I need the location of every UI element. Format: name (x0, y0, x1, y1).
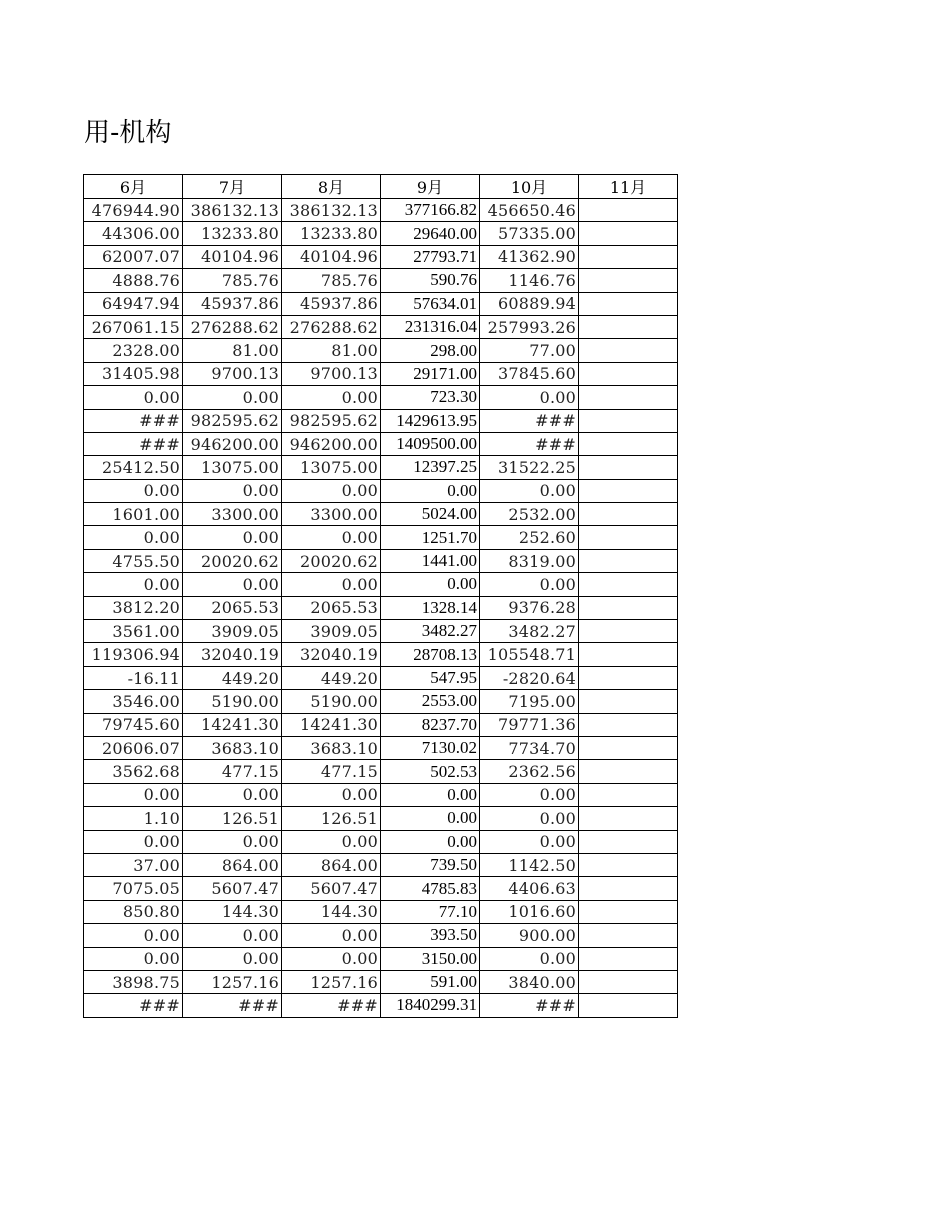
table-cell[interactable]: 0.00 (480, 830, 579, 853)
table-row (84, 549, 678, 572)
table-cell[interactable]: 0.00 (84, 830, 183, 853)
table-cell[interactable]: 62007.07 (84, 245, 183, 268)
table-cell[interactable]: 0.00 (480, 807, 579, 830)
table-cell[interactable]: 0.00 (480, 783, 579, 806)
table-cell[interactable]: 3562.68 (84, 760, 183, 783)
table-cell[interactable]: 9376.28 (480, 596, 579, 619)
table-row (84, 409, 678, 432)
table-cell[interactable] (579, 245, 678, 268)
table-row (84, 620, 678, 643)
table-cell[interactable]: 0.00 (480, 386, 579, 409)
table-cell[interactable] (579, 620, 678, 643)
table-cell[interactable]: 20606.07 (84, 736, 183, 759)
table-cell[interactable] (579, 690, 678, 713)
table-row (84, 526, 678, 549)
table-row (84, 292, 678, 315)
table-cell[interactable]: 946200.00 (282, 432, 381, 455)
table-cell[interactable]: 1146.76 (480, 269, 579, 292)
table-cell[interactable]: 0.00 (84, 947, 183, 970)
table-cell[interactable]: 0.00 (282, 947, 381, 970)
table-cell[interactable]: 57335.00 (480, 222, 579, 245)
table-cell[interactable]: 13233.80 (183, 222, 282, 245)
table-cell[interactable]: 5607.47 (282, 877, 381, 900)
table-cell[interactable]: 28708.13 (381, 643, 480, 666)
table-cell[interactable]: 79745.60 (84, 713, 183, 736)
table-cell[interactable]: 3909.05 (183, 620, 282, 643)
table-cell[interactable] (579, 830, 678, 853)
table-cell[interactable]: 0.00 (282, 479, 381, 502)
table-cell[interactable]: 785.76 (282, 269, 381, 292)
table-cell[interactable]: 231316.04 (381, 315, 480, 338)
table-row (84, 199, 678, 222)
table-cell[interactable]: 4755.50 (84, 549, 183, 572)
table-cell[interactable]: 850.80 (84, 900, 183, 923)
table-cell[interactable] (579, 643, 678, 666)
table-cell[interactable] (579, 503, 678, 526)
table-cell[interactable]: 77.10 (381, 900, 480, 923)
table-cell[interactable]: 0.00 (84, 526, 183, 549)
table-row (84, 713, 678, 736)
table-cell[interactable] (579, 947, 678, 970)
table-cell[interactable]: 41362.90 (480, 245, 579, 268)
column-header[interactable]: 6月 (84, 175, 183, 199)
table-cell[interactable] (579, 807, 678, 830)
table-cell[interactable] (579, 666, 678, 689)
table-cell[interactable]: 3300.00 (282, 503, 381, 526)
table-cell[interactable]: 3150.00 (381, 947, 480, 970)
table-cell[interactable]: ### (480, 994, 579, 1017)
table-cell[interactable]: 0.00 (183, 479, 282, 502)
table-cell[interactable]: 32040.19 (183, 643, 282, 666)
table-cell[interactable]: 591.00 (381, 970, 480, 993)
table-row (84, 690, 678, 713)
table-cell[interactable]: 946200.00 (183, 432, 282, 455)
table-cell[interactable]: 79771.36 (480, 713, 579, 736)
table-cell[interactable]: 276288.62 (183, 315, 282, 338)
table-cell[interactable]: 0.00 (282, 386, 381, 409)
table-cell[interactable]: 12397.25 (381, 456, 480, 479)
table-cell[interactable]: 3561.00 (84, 620, 183, 643)
table-cell[interactable]: 2532.00 (480, 503, 579, 526)
table-cell[interactable]: ### (84, 994, 183, 1017)
table-cell[interactable]: 547.95 (381, 666, 480, 689)
table-cell[interactable]: 64947.94 (84, 292, 183, 315)
table-cell[interactable]: 0.00 (84, 924, 183, 947)
table-cell[interactable] (579, 853, 678, 876)
table-cell[interactable]: 45937.86 (282, 292, 381, 315)
table-cell[interactable]: ### (183, 994, 282, 1017)
data-table (83, 174, 678, 1018)
table-cell[interactable]: 1142.50 (480, 853, 579, 876)
table-cell[interactable]: 29640.00 (381, 222, 480, 245)
table-cell[interactable]: 864.00 (183, 853, 282, 876)
table-cell[interactable]: 0.00 (84, 573, 183, 596)
table-cell[interactable]: 0.00 (381, 807, 480, 830)
table-cell[interactable]: 3482.27 (480, 620, 579, 643)
table-cell[interactable] (579, 432, 678, 455)
table-cell[interactable]: 3898.75 (84, 970, 183, 993)
table-cell[interactable] (579, 900, 678, 923)
table-cell[interactable]: ### (84, 409, 183, 432)
table-cell[interactable]: 7075.05 (84, 877, 183, 900)
table-row (84, 573, 678, 596)
table-cell[interactable] (579, 292, 678, 315)
table-cell[interactable]: 739.50 (381, 853, 480, 876)
table-cell[interactable]: 1840299.31 (381, 994, 480, 1017)
table-cell[interactable]: 252.60 (480, 526, 579, 549)
table-row (84, 830, 678, 853)
table-cell[interactable]: 8319.00 (480, 549, 579, 572)
table-cell[interactable]: 3812.20 (84, 596, 183, 619)
table-cell[interactable] (579, 596, 678, 619)
table-cell[interactable]: 0.00 (183, 573, 282, 596)
table-cell[interactable]: 900.00 (480, 924, 579, 947)
table-cell[interactable]: 0.00 (282, 924, 381, 947)
table-cell[interactable]: 3909.05 (282, 620, 381, 643)
table-cell[interactable]: 37845.60 (480, 362, 579, 385)
table-row (84, 924, 678, 947)
table-cell[interactable]: 60889.94 (480, 292, 579, 315)
table-cell[interactable]: 0.00 (480, 479, 579, 502)
table-cell[interactable]: 27793.71 (381, 245, 480, 268)
table-cell[interactable]: 44306.00 (84, 222, 183, 245)
table-cell[interactable]: 0.00 (183, 830, 282, 853)
table-cell[interactable]: 126.51 (282, 807, 381, 830)
table-cell[interactable] (579, 199, 678, 222)
table-cell[interactable]: 0.00 (282, 573, 381, 596)
table-cell[interactable]: 77.00 (480, 339, 579, 362)
table-row (84, 479, 678, 502)
table-row (84, 269, 678, 292)
table-cell[interactable]: 20020.62 (183, 549, 282, 572)
table-cell[interactable]: 449.20 (183, 666, 282, 689)
table-cell[interactable]: 982595.62 (282, 409, 381, 432)
table-row (84, 900, 678, 923)
column-header[interactable]: 8月 (282, 175, 381, 199)
table-cell[interactable]: ### (84, 432, 183, 455)
table-body (84, 199, 678, 1018)
table-row (84, 315, 678, 338)
table-cell[interactable]: 14241.30 (183, 713, 282, 736)
table-cell[interactable]: 0.00 (381, 479, 480, 502)
table-cell[interactable]: 864.00 (282, 853, 381, 876)
table-cell[interactable]: -16.11 (84, 666, 183, 689)
table-cell[interactable]: 276288.62 (282, 315, 381, 338)
table-cell[interactable]: 144.30 (183, 900, 282, 923)
table-cell[interactable] (579, 549, 678, 572)
table-cell[interactable]: 0.00 (480, 573, 579, 596)
table-row (84, 432, 678, 455)
table-cell[interactable]: 3300.00 (183, 503, 282, 526)
table-cell[interactable]: 1441.00 (381, 549, 480, 572)
column-header[interactable]: 7月 (183, 175, 282, 199)
table-cell[interactable]: 20020.62 (282, 549, 381, 572)
table-cell[interactable]: 377166.82 (381, 199, 480, 222)
table-cell[interactable]: 144.30 (282, 900, 381, 923)
table-cell[interactable]: 4406.63 (480, 877, 579, 900)
table-cell[interactable]: 0.00 (282, 526, 381, 549)
table-cell[interactable] (579, 994, 678, 1017)
table-row (84, 362, 678, 385)
table-cell[interactable]: 386132.13 (282, 199, 381, 222)
table-cell[interactable]: 7130.02 (381, 736, 480, 759)
table-cell[interactable]: 1328.14 (381, 596, 480, 619)
table-cell[interactable]: 13075.00 (282, 456, 381, 479)
table-cell[interactable]: 0.00 (84, 479, 183, 502)
table-cell[interactable]: 502.53 (381, 760, 480, 783)
table-cell[interactable]: 267061.15 (84, 315, 183, 338)
table-cell[interactable] (579, 877, 678, 900)
table-cell[interactable]: 37.00 (84, 853, 183, 876)
table-cell[interactable]: ### (480, 432, 579, 455)
table-cell[interactable]: 2065.53 (282, 596, 381, 619)
table-cell[interactable]: ### (282, 994, 381, 1017)
table-cell[interactable]: 5607.47 (183, 877, 282, 900)
table-row (84, 970, 678, 993)
table-cell[interactable]: 119306.94 (84, 643, 183, 666)
table-cell[interactable]: 1257.16 (183, 970, 282, 993)
table-cell[interactable]: 393.50 (381, 924, 480, 947)
table-cell[interactable]: 0.00 (381, 830, 480, 853)
column-header[interactable]: 10月 (480, 175, 579, 199)
table-cell[interactable]: 7734.70 (480, 736, 579, 759)
table-cell[interactable]: 476944.90 (84, 199, 183, 222)
table-cell[interactable]: 590.76 (381, 269, 480, 292)
table-cell[interactable]: 386132.13 (183, 199, 282, 222)
table-cell[interactable]: 31405.98 (84, 362, 183, 385)
table-cell[interactable]: 4888.76 (84, 269, 183, 292)
table-cell[interactable]: 2328.00 (84, 339, 183, 362)
table-cell[interactable]: ### (480, 409, 579, 432)
table-cell[interactable] (579, 479, 678, 502)
table-cell[interactable]: 3683.10 (183, 736, 282, 759)
table-cell[interactable]: 13075.00 (183, 456, 282, 479)
table-cell[interactable]: 449.20 (282, 666, 381, 689)
table-row (84, 222, 678, 245)
table-cell[interactable] (579, 409, 678, 432)
table-cell[interactable]: 8237.70 (381, 713, 480, 736)
table-cell[interactable]: 25412.50 (84, 456, 183, 479)
table-cell[interactable]: 0.00 (183, 924, 282, 947)
table-cell[interactable]: 0.00 (381, 783, 480, 806)
table-cell[interactable]: 723.30 (381, 386, 480, 409)
table-row (84, 386, 678, 409)
table-cell[interactable]: 81.00 (183, 339, 282, 362)
table-cell[interactable]: 0.00 (282, 783, 381, 806)
table-cell[interactable]: 0.00 (84, 783, 183, 806)
table-cell[interactable]: 126.51 (183, 807, 282, 830)
table-cell[interactable] (579, 456, 678, 479)
table-cell[interactable]: 45937.86 (183, 292, 282, 315)
table-cell[interactable] (579, 269, 678, 292)
table-cell[interactable]: 298.00 (381, 339, 480, 362)
table-cell[interactable]: 0.00 (183, 386, 282, 409)
table-cell[interactable]: 5190.00 (183, 690, 282, 713)
table-row (84, 666, 678, 689)
table-cell[interactable]: 3546.00 (84, 690, 183, 713)
table-cell[interactable]: 13233.80 (282, 222, 381, 245)
table-cell[interactable]: 1251.70 (381, 526, 480, 549)
table-row (84, 807, 678, 830)
table-cell[interactable]: 477.15 (183, 760, 282, 783)
table-cell[interactable] (579, 736, 678, 759)
table-cell[interactable]: -2820.64 (480, 666, 579, 689)
table-cell[interactable]: 1409500.00 (381, 432, 480, 455)
column-header[interactable]: 9月 (381, 175, 480, 199)
table-cell[interactable]: 4785.83 (381, 877, 480, 900)
table-cell[interactable]: 0.00 (381, 573, 480, 596)
table-cell[interactable]: 31522.25 (480, 456, 579, 479)
table-cell[interactable] (579, 386, 678, 409)
table-cell[interactable] (579, 783, 678, 806)
table-cell[interactable]: 7195.00 (480, 690, 579, 713)
table-cell[interactable]: 0.00 (84, 386, 183, 409)
table-cell[interactable]: 0.00 (183, 526, 282, 549)
table-row (84, 994, 678, 1017)
table-cell[interactable]: 785.76 (183, 269, 282, 292)
table-cell[interactable] (579, 315, 678, 338)
table-cell[interactable]: 2362.56 (480, 760, 579, 783)
table-cell[interactable]: 1.10 (84, 807, 183, 830)
table-cell[interactable] (579, 573, 678, 596)
table-cell[interactable] (579, 339, 678, 362)
table-row (84, 877, 678, 900)
table-cell[interactable]: 982595.62 (183, 409, 282, 432)
table-cell[interactable]: 2553.00 (381, 690, 480, 713)
table-cell[interactable]: 29171.00 (381, 362, 480, 385)
table-cell[interactable]: 0.00 (183, 783, 282, 806)
table-cell[interactable]: 5024.00 (381, 503, 480, 526)
table-cell[interactable]: 456650.46 (480, 199, 579, 222)
table-row (84, 503, 678, 526)
column-header[interactable]: 11月 (579, 175, 678, 199)
table-cell[interactable]: 257993.26 (480, 315, 579, 338)
table-cell[interactable]: 9700.13 (282, 362, 381, 385)
table-row (84, 245, 678, 268)
table-cell[interactable]: 0.00 (282, 830, 381, 853)
table-cell[interactable]: 1016.60 (480, 900, 579, 923)
table-cell[interactable]: 81.00 (282, 339, 381, 362)
table-cell[interactable]: 9700.13 (183, 362, 282, 385)
table-cell[interactable] (579, 526, 678, 549)
table-cell[interactable]: 14241.30 (282, 713, 381, 736)
table-cell[interactable]: 3482.27 (381, 620, 480, 643)
table-cell[interactable]: 40104.96 (183, 245, 282, 268)
table-cell[interactable]: 57634.01 (381, 292, 480, 315)
table-row (84, 853, 678, 876)
table-row (84, 947, 678, 970)
table-row (84, 596, 678, 619)
table-cell[interactable]: 40104.96 (282, 245, 381, 268)
table-cell[interactable]: 3840.00 (480, 970, 579, 993)
table-cell[interactable] (579, 222, 678, 245)
table-cell[interactable] (579, 760, 678, 783)
table-cell[interactable]: 0.00 (480, 947, 579, 970)
table-row (84, 643, 678, 666)
table-cell[interactable]: 105548.71 (480, 643, 579, 666)
table-cell[interactable]: 32040.19 (282, 643, 381, 666)
table-cell[interactable] (579, 362, 678, 385)
table-cell[interactable]: 1257.16 (282, 970, 381, 993)
sheet-title: 用-机构 (84, 118, 172, 148)
table-cell[interactable]: 1429613.95 (381, 409, 480, 432)
header-row (84, 175, 678, 199)
table-cell[interactable]: 5190.00 (282, 690, 381, 713)
table-cell[interactable] (579, 970, 678, 993)
table-cell[interactable] (579, 924, 678, 947)
table-row (84, 456, 678, 479)
table-cell[interactable]: 1601.00 (84, 503, 183, 526)
table-cell[interactable] (579, 713, 678, 736)
table-row (84, 760, 678, 783)
table-row (84, 736, 678, 759)
table-cell[interactable]: 2065.53 (183, 596, 282, 619)
table-row (84, 783, 678, 806)
table-cell[interactable]: 0.00 (183, 947, 282, 970)
table-cell[interactable]: 477.15 (282, 760, 381, 783)
table-row (84, 339, 678, 362)
table-cell[interactable]: 3683.10 (282, 736, 381, 759)
